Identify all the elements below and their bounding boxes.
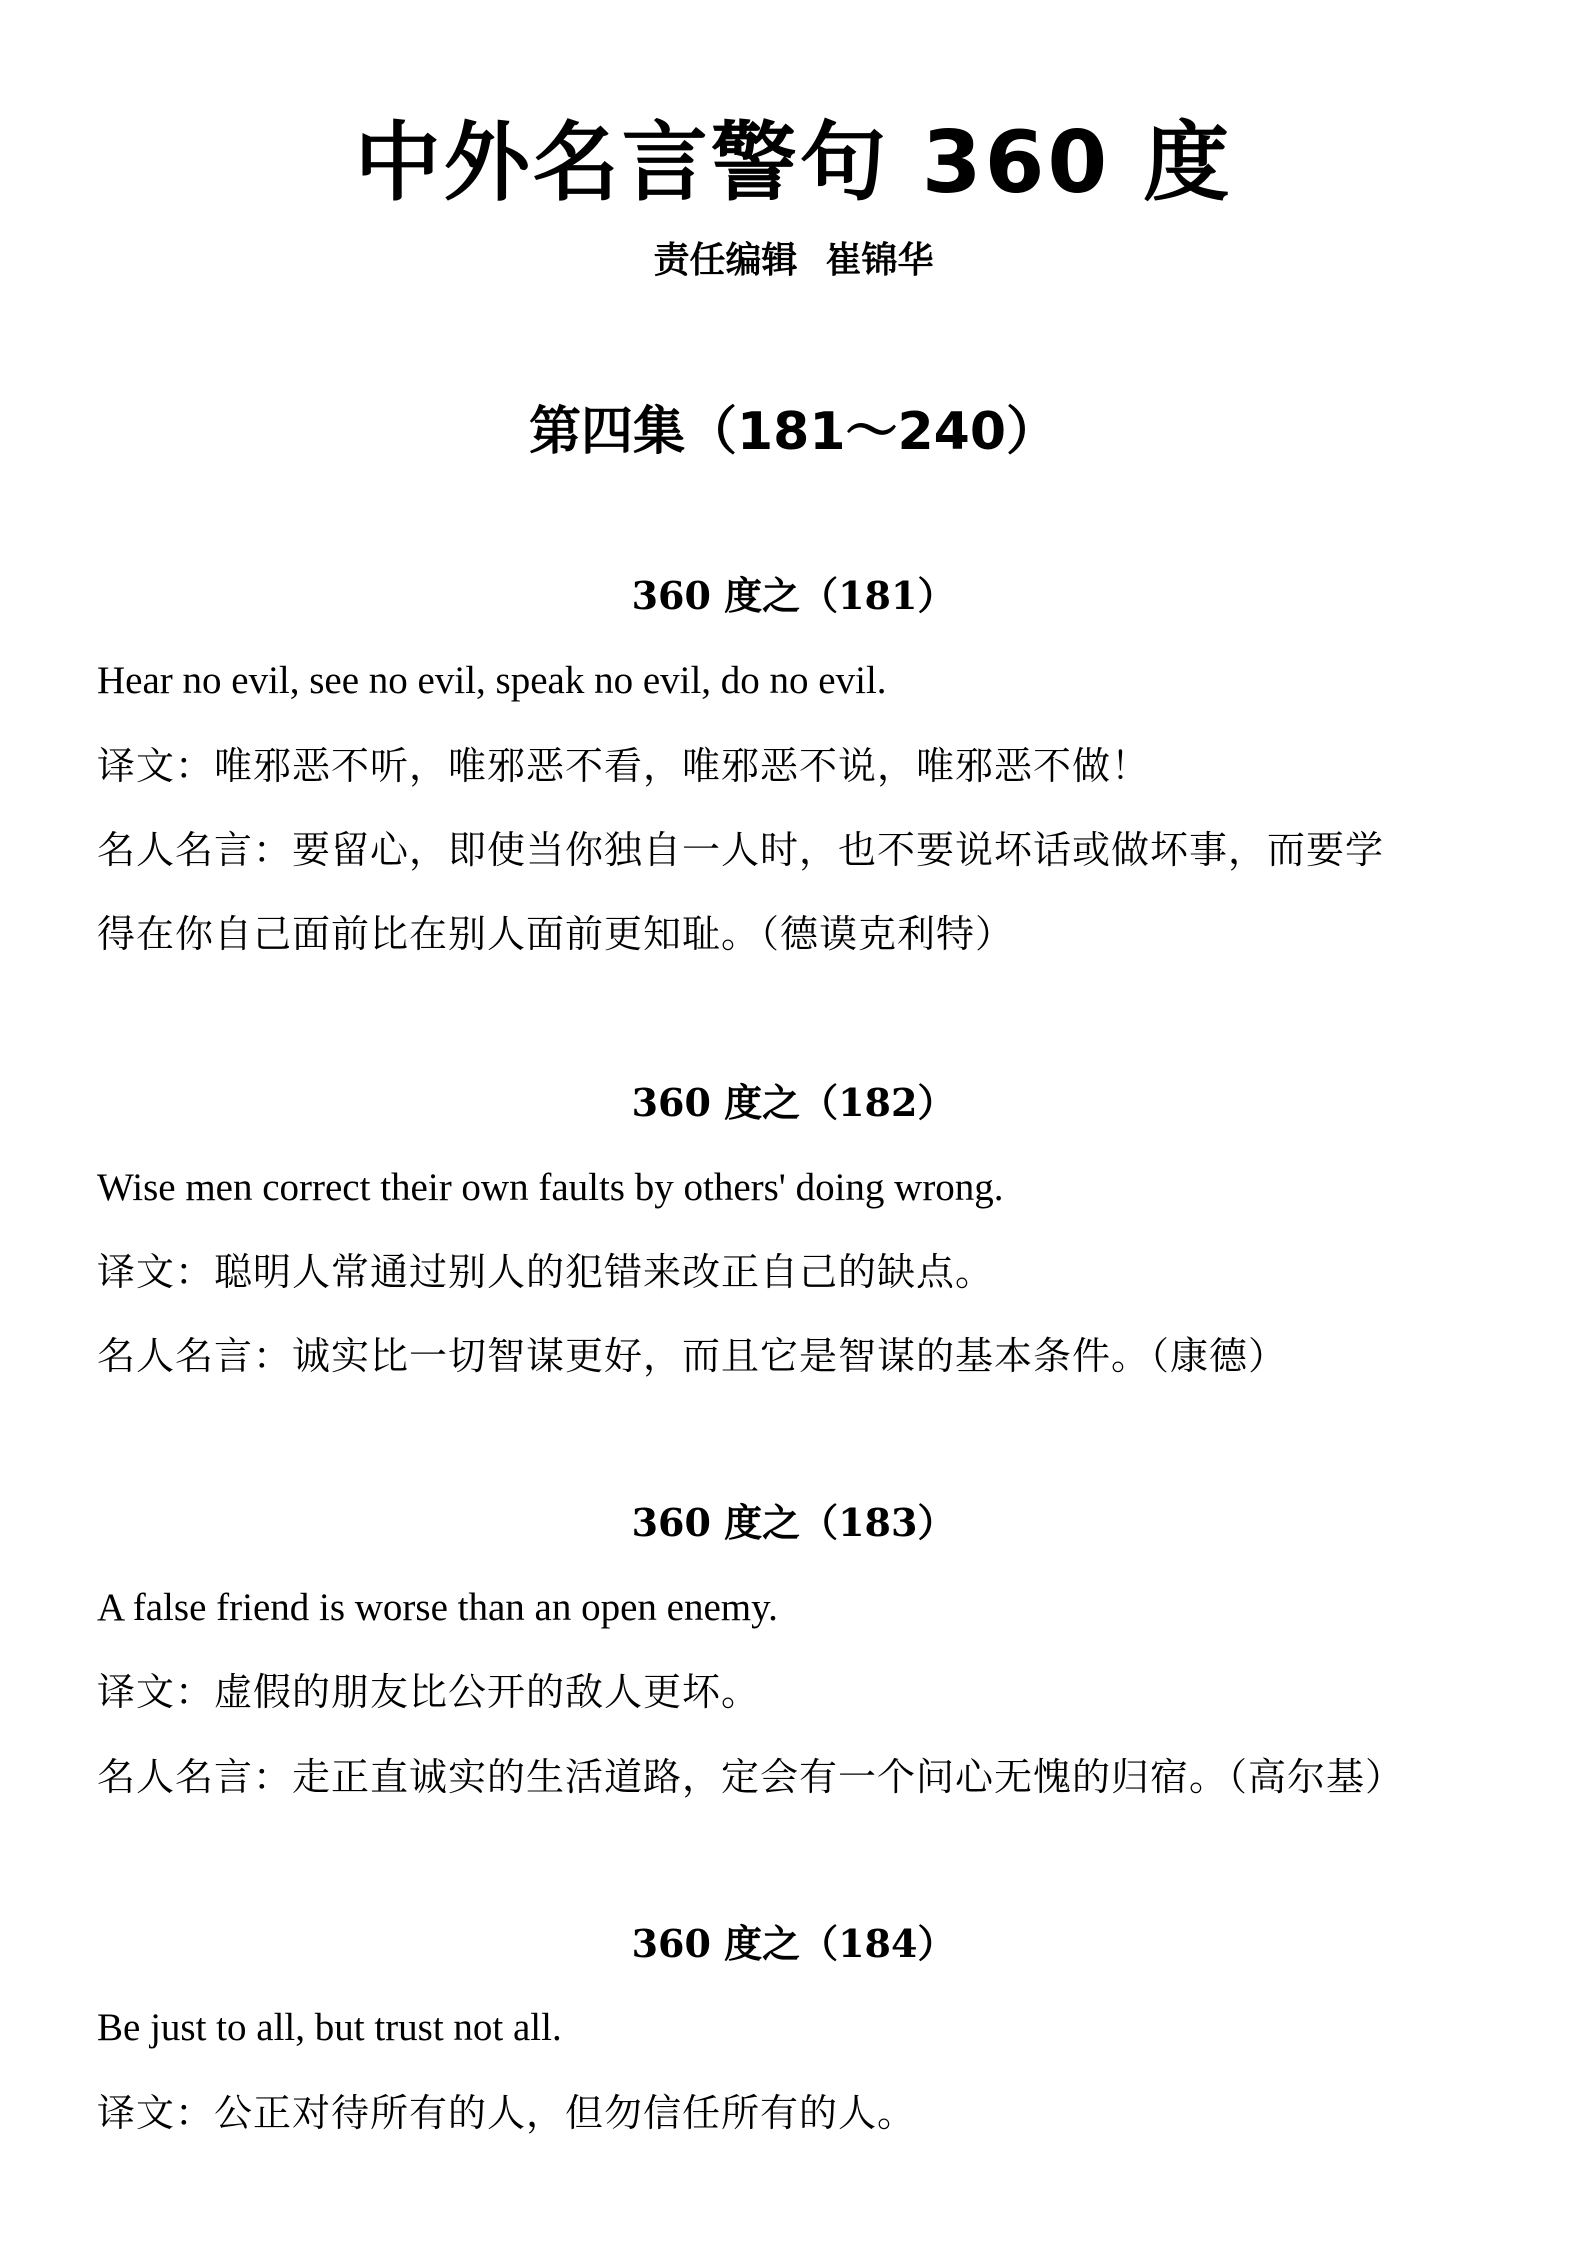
entry-translation: 译文：虚假的朋友比公开的敌人更坏。 — [97, 1670, 761, 1714]
editor-name: 崔锦华 — [825, 240, 934, 281]
entry-english: Wise men correct their own faults by others' doing wrong. — [97, 1166, 1004, 1209]
entry-translation: 译文：聪明人常通过别人的犯错来改正自己的缺点。 — [97, 1250, 995, 1294]
entry-heading: 360 度之（182） — [631, 1080, 956, 1125]
document-title: 中外名言警句 360 度 — [354, 113, 1233, 213]
entry-english: A false friend is worse than an open enemy. — [97, 1586, 778, 1629]
editor-credit — [0, 236, 1587, 286]
volume-heading: 第四集（181～240） — [528, 402, 1059, 462]
entry-quote: 名人名言：要留心，即使当你独自一人时，也不要说坏话或做坏事，而要学 — [97, 828, 1385, 872]
entry-quote-continued: 得在你自己面前比在别人面前更知耻。（德谟克利特） — [97, 912, 1015, 956]
entry-translation: 译文：唯邪恶不听，唯邪恶不看，唯邪恶不说，唯邪恶不做！ — [97, 744, 1151, 788]
editor-role: 责任编辑 — [653, 240, 798, 281]
entry-english: Be just to all, but trust not all. — [97, 2006, 562, 2049]
entry-heading: 360 度之（184） — [631, 1921, 956, 1966]
entry-heading: 360 度之（183） — [631, 1500, 956, 1545]
entry-quote: 名人名言：诚实比一切智谋更好，而且它是智谋的基本条件。（康德） — [97, 1334, 1288, 1378]
entry-english: Hear no evil, see no evil, speak no evil, do no evil. — [97, 659, 887, 702]
entry-translation: 译文：公正对待所有的人，但勿信任所有的人。 — [97, 2091, 917, 2135]
entry-quote: 名人名言：走正直诚实的生活道路，定会有一个问心无愧的归宿。（高尔基） — [97, 1755, 1405, 1799]
entry-heading: 360 度之（181） — [631, 573, 956, 618]
